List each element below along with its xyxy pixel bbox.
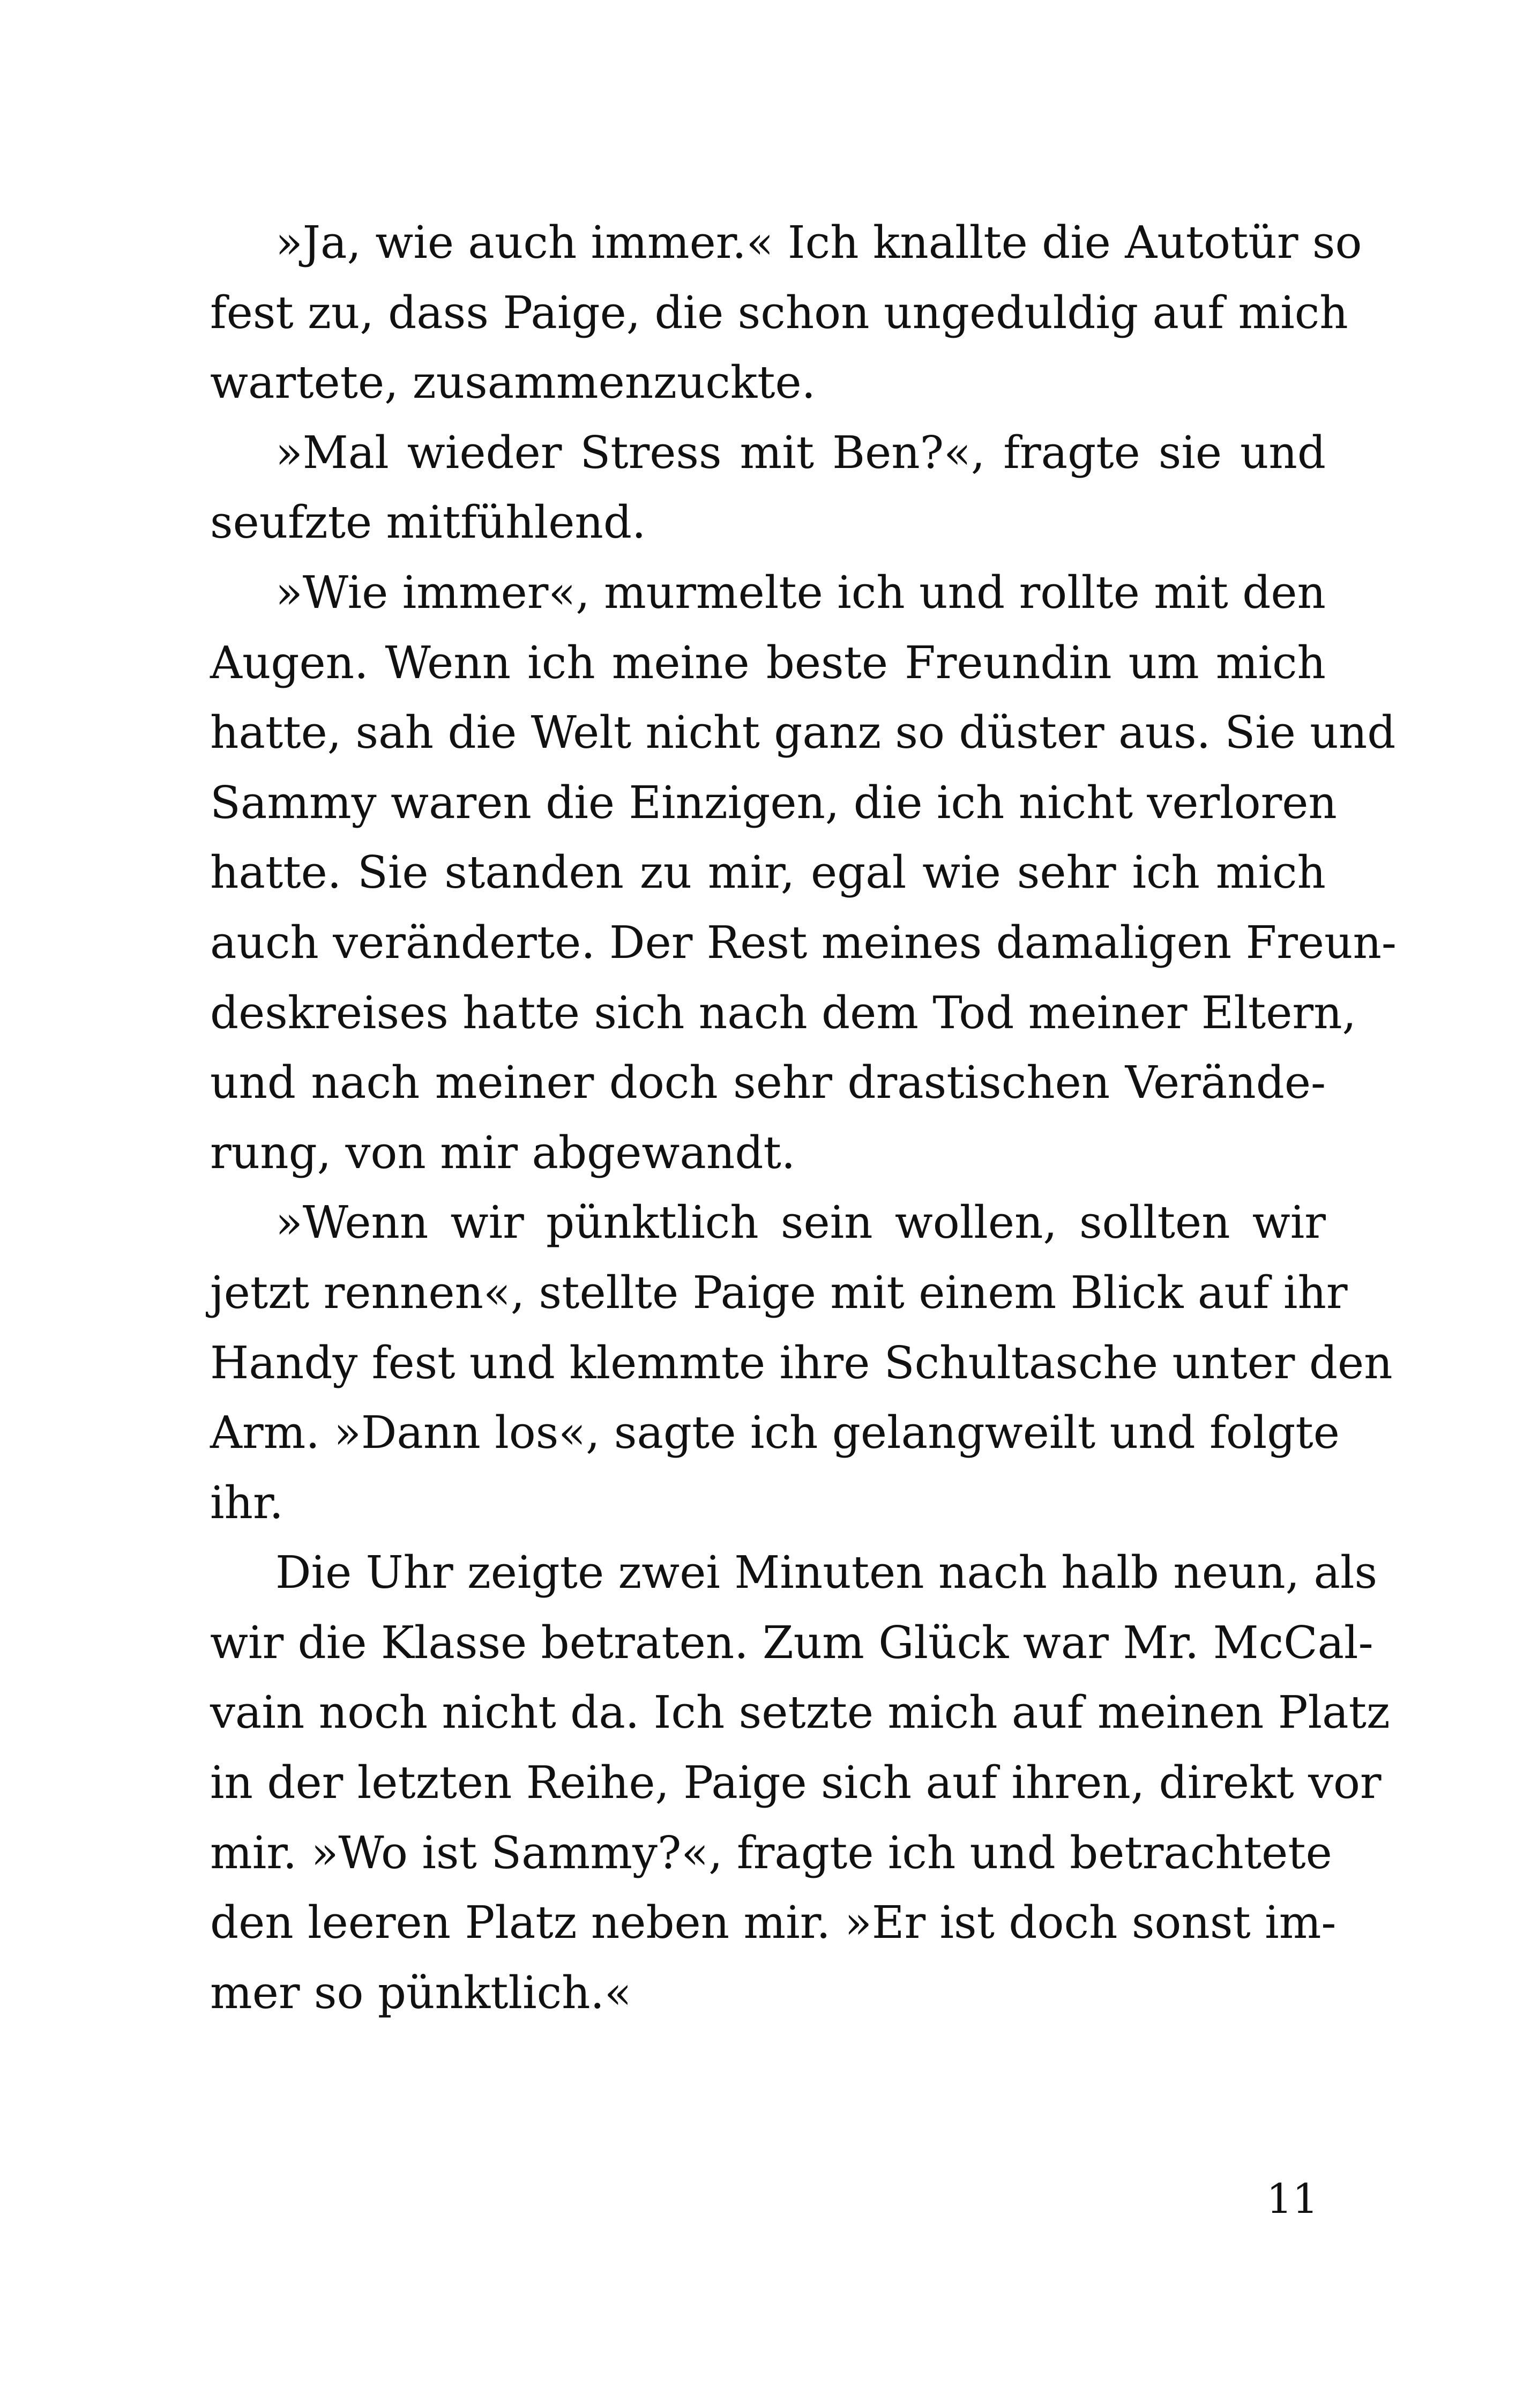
text-line: Arm. »Dann los«, sagte ich gelangweilt und folgte [210, 1407, 1340, 1459]
text-line: vain noch nicht da. Ich setzte mich auf meinen Platz [210, 1686, 1390, 1739]
text-line: jetzt rennen«, stellte Paige mit einem Blick auf ihr [210, 1266, 1348, 1319]
text-line: Die Uhr zeigte zwei Minuten nach halb neun, als [275, 1547, 1378, 1599]
text-line: wir die Klasse betraten. Zum Glück war Mr. McCal- [210, 1616, 1373, 1669]
text-line: und nach meiner doch sehr drastischen Verände- [210, 1057, 1326, 1109]
text-line: auch veränderte. Der Rest meines damaligen Freun- [210, 916, 1397, 969]
text-line: mer so pünktlich.« [210, 1966, 632, 2019]
text-line: rung, von mir abgewandt. [210, 1126, 796, 1179]
text-line: Handy fest und klemmte ihre Schultasche unter den [210, 1336, 1393, 1389]
body-text [210, 208, 1397, 2028]
page-number: 11 [1266, 2175, 1318, 2223]
text-line: mir. »Wo ist Sammy?«, fragte ich und betrachtete [210, 1826, 1332, 1879]
text-line: hatte. Sie standen zu mir, egal wie sehr ich mich [210, 846, 1326, 899]
text-line: ihr. [210, 1476, 283, 1529]
text-line: hatte, sah die Welt nicht ganz so düster aus. Sie und [210, 707, 1396, 759]
text-line: deskreises hatte sich nach dem Tod meiner Eltern, [210, 986, 1356, 1039]
text-line: »Ja, wie auch immer.« Ich knallte die Autotür so [275, 217, 1362, 269]
text-line: seufzte mitfühlend. [210, 496, 646, 549]
text-line: fest zu, dass Paige, die schon ungeduldig auf mich [210, 286, 1348, 339]
text-line: »Mal wieder Stress mit Ben?«, fragte sie und [275, 426, 1326, 479]
text-line: »Wenn wir pünktlich sein wollen, sollten wir [275, 1196, 1326, 1249]
text-line: Augen. Wenn ich meine beste Freundin um mich [210, 636, 1326, 689]
text-line: den leeren Platz neben mir. »Er ist doch sonst im- [210, 1897, 1337, 1949]
text-line: in der letzten Reihe, Paige sich auf ihren, direkt vor [210, 1757, 1382, 1809]
text-line: Sammy waren die Einzigen, die ich nicht verloren [210, 776, 1337, 829]
text-line: wartete, zusammenzuckte. [210, 356, 816, 409]
text-line: »Wie immer«, murmelte ich und rollte mit den [275, 566, 1326, 619]
